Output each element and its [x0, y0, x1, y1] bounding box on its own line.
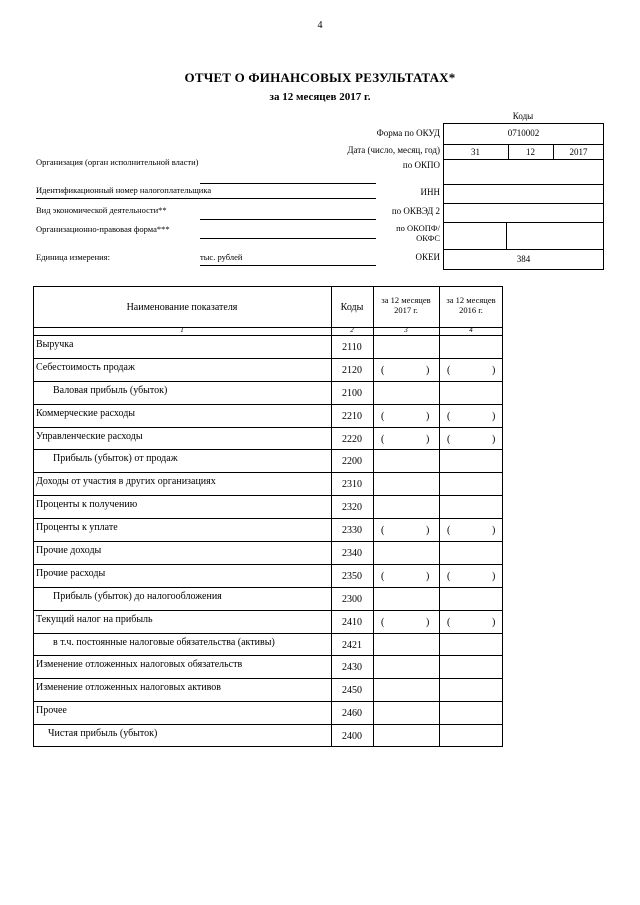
col-num-4: 4 [469, 326, 473, 334]
col-2017-header: за 12 месяцев 2017 г. [381, 295, 431, 315]
value-2016-paren-close: ) [492, 525, 496, 537]
value-2016-paren-close: ) [492, 410, 496, 422]
col-num-3: 3 [404, 326, 408, 334]
value-2017-paren-open: ( [381, 525, 385, 537]
row-code: 2100 [342, 387, 362, 399]
unit-label: Единица измерения: [36, 252, 110, 262]
row-code: 2450 [342, 685, 362, 697]
page-number: 4 [317, 20, 323, 31]
value-2017-paren-close: ) [426, 433, 430, 445]
row-name: Управленческие расходы [36, 430, 143, 442]
value-2016-paren-open: ( [447, 410, 451, 422]
col-2016-header: за 12 месяцев 2016 г. [446, 295, 496, 315]
value-2017-paren-close: ) [426, 616, 430, 628]
row-name: Выручка [36, 339, 74, 350]
date-year: 2017 [569, 147, 588, 157]
col-name-header: Наименование показателя [126, 302, 238, 313]
value-2016-paren-open: ( [447, 433, 451, 445]
row-name: Прочие расходы [36, 567, 106, 579]
row-code: 2421 [342, 639, 362, 651]
value-2016-paren-open: ( [447, 616, 451, 628]
activity-label: Вид экономической деятельности** [36, 205, 167, 215]
value-2017-paren-close: ) [426, 364, 430, 376]
okpo-label: по ОКПО [402, 160, 440, 170]
value-2017-paren-close: ) [426, 410, 430, 422]
row-code: 2430 [342, 662, 362, 674]
value-2017-paren-open: ( [381, 433, 385, 445]
value-2017-paren-open: ( [381, 616, 385, 628]
row-code: 2200 [342, 456, 362, 468]
row-code: 2460 [342, 708, 362, 720]
value-2016-paren-close: ) [492, 616, 496, 628]
legal-form-label: Организационно-правовая форма*** [36, 224, 170, 234]
inn-row-label: Идентификационный номер налогоплательщика [36, 185, 212, 195]
date-label: Дата (число, месяц, год) [347, 145, 440, 155]
row-name: Прибыль (убыток) до налогообложения [53, 590, 222, 602]
row-code: 2400 [342, 731, 362, 743]
okud-label: Форма по ОКУД [376, 128, 440, 138]
value-2016-paren-open: ( [447, 364, 451, 376]
row-code: 2110 [342, 342, 362, 353]
row-name: Изменение отложенных налоговых активов [36, 682, 222, 694]
row-code: 2410 [342, 616, 362, 628]
row-code: 2350 [342, 570, 362, 582]
col-num-2: 2 [350, 326, 354, 334]
date-month: 12 [526, 147, 535, 157]
row-code: 2340 [342, 548, 362, 559]
value-2017-paren-close: ) [426, 570, 430, 582]
unit-value: тыс. рублей [200, 252, 243, 262]
row-name: Доходы от участия в других организациях [36, 476, 216, 488]
value-2016-paren-close: ) [492, 433, 496, 445]
row-name: Прибыль (убыток) от продаж [53, 453, 178, 465]
codes-box [443, 123, 604, 270]
value-2017-paren-open: ( [381, 570, 385, 582]
value-2017-paren-open: ( [381, 364, 385, 376]
row-code: 2310 [342, 479, 362, 491]
row-name: Прочее [36, 705, 67, 717]
col-num-1: 1 [180, 326, 184, 334]
org-label: Организация (орган исполнительной власти) [36, 157, 199, 167]
report-period: за 12 месяцев 2017 г. [269, 91, 371, 103]
date-day: 31 [471, 147, 480, 157]
row-code: 2210 [342, 410, 362, 422]
row-name: в т.ч. постоянные налоговые обязательства (активы) [53, 636, 275, 648]
row-name: Себестоимость продаж [36, 361, 135, 373]
value-2017-paren-open: ( [381, 410, 385, 422]
okei-label: ОКЕИ [415, 252, 440, 262]
row-name: Проценты к уплате [36, 522, 118, 534]
okud-value: 0710002 [507, 128, 540, 138]
row-name: Проценты к получению [36, 499, 138, 511]
col-code-header: Коды [340, 302, 364, 313]
row-name: Прочие доходы [36, 545, 102, 556]
value-2016-paren-open: ( [447, 570, 451, 582]
value-2016-paren-close: ) [492, 570, 496, 582]
value-2016-paren-close: ) [492, 364, 496, 376]
row-name: Изменение отложенных налоговых обязательств [36, 659, 243, 671]
okved-label: по ОКВЭД 2 [391, 206, 440, 216]
row-name: Текущий налог на прибыль [36, 613, 153, 625]
row-code: 2220 [342, 433, 362, 445]
row-code: 2330 [342, 525, 362, 537]
report-title: ОТЧЕТ О ФИНАНСОВЫХ РЕЗУЛЬТАТАХ* [184, 70, 456, 85]
okopf-label: по ОКОПФ/ ОКФС [396, 223, 440, 243]
value-2017-paren-close: ) [426, 525, 430, 537]
row-code: 2120 [342, 364, 362, 376]
inn-label: ИНН [420, 187, 440, 197]
row-name: Валовая прибыль (убыток) [53, 384, 168, 396]
okei-value: 384 [516, 254, 531, 264]
row-code: 2300 [342, 593, 362, 605]
codes-header: Коды [512, 111, 534, 121]
row-name: Коммерческие расходы [36, 407, 136, 419]
row-name: Чистая прибыль (убыток) [48, 728, 158, 740]
value-2016-paren-open: ( [447, 525, 451, 537]
row-code: 2320 [342, 502, 362, 514]
